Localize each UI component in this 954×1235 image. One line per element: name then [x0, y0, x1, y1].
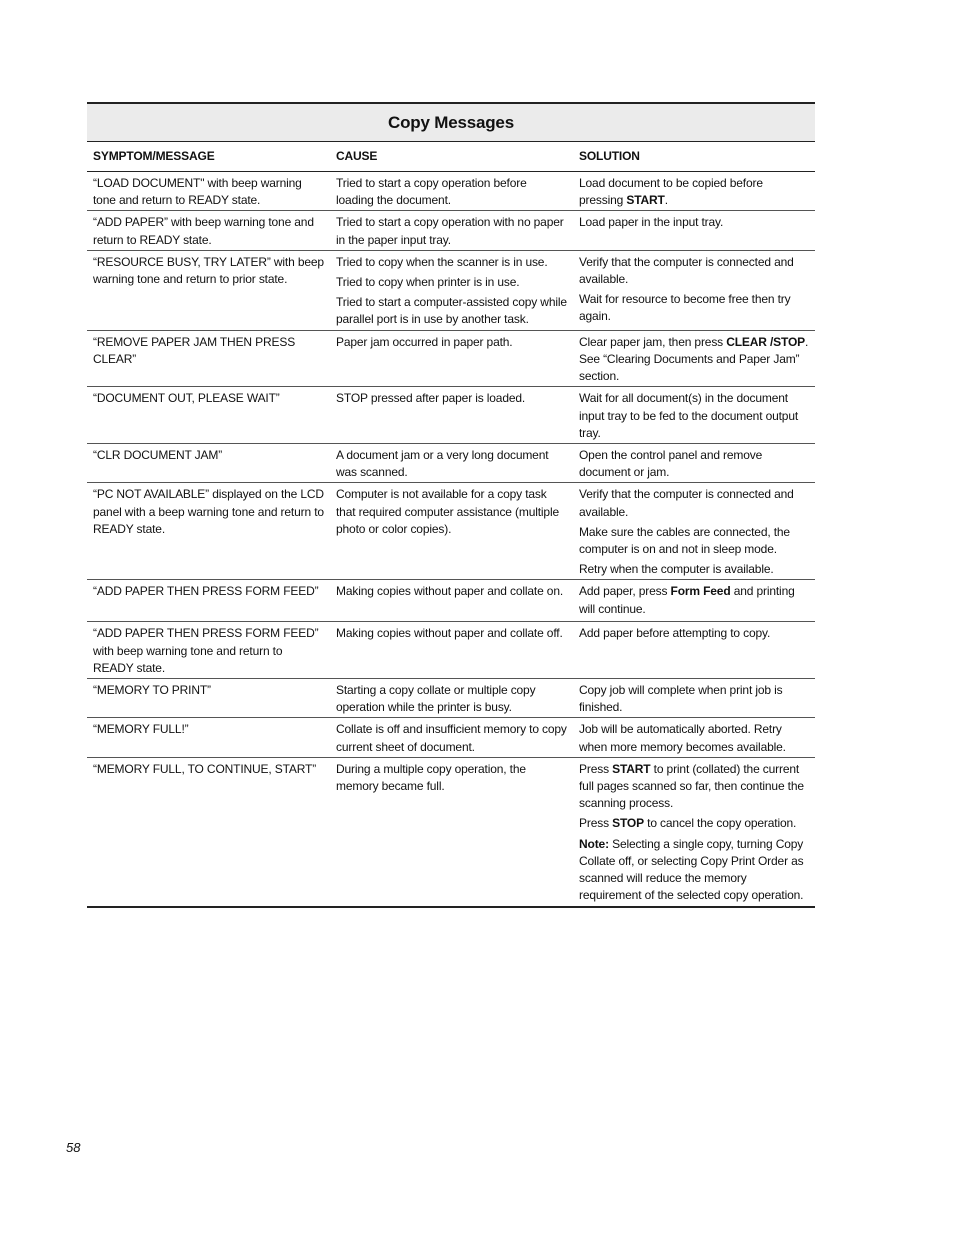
- cause-text: Starting a copy collate or multiple copy operation while the printer is busy.: [336, 683, 536, 715]
- symptom-text: “RESOURCE BUSY, TRY LATER” with beep warning tone and return to prior state.: [93, 254, 324, 287]
- solution-cell: [573, 679, 815, 717]
- solution-cell: [573, 580, 815, 621]
- header-cause: CAUSE: [336, 148, 378, 163]
- table-header-row: [87, 142, 815, 172]
- table-row: [87, 210, 815, 249]
- solution-span: Clear paper jam, then press: [579, 334, 727, 349]
- solution-cell: [573, 211, 815, 249]
- cause-text: Computer is not available for a copy task that required computer assistance (multiple photo or color copies).: [336, 487, 559, 536]
- solution-text: [579, 175, 809, 209]
- solution-cell: [573, 387, 815, 443]
- symptom-text: “MEMORY FULL, TO CONTINUE, START”: [93, 761, 317, 776]
- cause-cell: [330, 387, 573, 443]
- solution-span: Press: [579, 761, 613, 776]
- table-row: [87, 443, 815, 482]
- cause-text: Tried to start a copy operation with no paper in the paper input tray.: [336, 215, 564, 247]
- solution-emphasis: STOP: [612, 816, 644, 831]
- symptom-cell: [87, 483, 330, 579]
- solution-span: Wait for resource to become free then try again.: [579, 292, 791, 324]
- solution-text: [579, 625, 809, 642]
- copy-messages-table: [87, 102, 815, 908]
- solution-span: to cancel the copy operation.: [643, 816, 797, 831]
- solution-span: Verify that the computer is connected and available.: [579, 254, 794, 287]
- symptom-text: “CLR DOCUMENT JAM”: [93, 448, 223, 463]
- solution-span: Add paper before attempting to copy.: [579, 626, 771, 641]
- symptom-text: “DOCUMENT OUT, PLEASE WAIT”: [93, 391, 280, 406]
- symptom-text: “ADD PAPER THEN PRESS FORM FEED”: [93, 584, 319, 599]
- solution-cell: [573, 331, 815, 387]
- table-title: Copy Messages: [87, 104, 815, 142]
- solution-emphasis: START: [626, 193, 665, 208]
- solution-span: . See “Clearing Documents and Paper Jam” section.: [579, 334, 809, 384]
- solution-span: Verify that the computer is connected and available.: [579, 487, 794, 519]
- cause-text: Tried to start a computer-assisted copy while parallel port is in use by another task.: [336, 295, 567, 327]
- cause-cell: [330, 679, 573, 717]
- cause-cell: [330, 622, 573, 678]
- solution-cell: [573, 758, 815, 906]
- solution-text: [579, 486, 809, 520]
- cause-cell: [330, 251, 573, 330]
- cause-text: Tried to start a copy operation before loading the document.: [336, 176, 527, 208]
- solution-cell: [573, 483, 815, 579]
- table-row: [87, 757, 815, 906]
- solution-emphasis: Note:: [579, 836, 609, 851]
- solution-emphasis: START: [612, 761, 651, 776]
- cause-text: Making copies without paper and collate on.: [336, 584, 564, 599]
- cause-cell: [330, 483, 573, 579]
- solution-cell: [573, 718, 815, 756]
- symptom-cell: [87, 758, 330, 906]
- table-row: [87, 330, 815, 387]
- cause-text: A document jam or a very long document was scanned.: [336, 448, 549, 480]
- symptom-text: “LOAD DOCUMENT" with beep warning tone and return to READY state.: [93, 176, 302, 208]
- symptom-cell: [87, 444, 330, 482]
- solution-text: [579, 583, 809, 617]
- solution-span: Copy job will complete when print job is finished.: [579, 683, 783, 715]
- solution-text: [579, 682, 809, 716]
- table-row: [87, 386, 815, 443]
- cause-text: Making copies without paper and collate off.: [336, 626, 563, 641]
- solution-text: [579, 254, 809, 288]
- solution-cell: [573, 622, 815, 678]
- solution-span: Wait for all document(s) in the document input tray to be fed to the document output tray.: [579, 391, 799, 440]
- symptom-cell: [87, 679, 330, 717]
- solution-text: [579, 836, 809, 905]
- solution-span: and printing will continue.: [579, 584, 795, 616]
- cause-cell: [330, 172, 573, 210]
- cause-text: Tried to copy when printer is in use.: [336, 275, 520, 290]
- solution-span: .: [664, 193, 668, 208]
- symptom-text: “REMOVE PAPER JAM THEN PRESS CLEAR”: [93, 334, 296, 367]
- cause-cell: [330, 331, 573, 387]
- symptom-cell: [87, 718, 330, 756]
- solution-span: Press: [579, 816, 613, 831]
- solution-span: Job will be automatically aborted. Retry when more memory becomes available.: [579, 722, 786, 754]
- symptom-cell: [87, 580, 330, 621]
- symptom-cell: [87, 211, 330, 249]
- table-row: [87, 250, 815, 330]
- solution-text: [579, 390, 809, 442]
- cause-cell: [330, 580, 573, 621]
- solution-text: [579, 334, 809, 386]
- cause-text: During a multiple copy operation, the memory became full.: [336, 761, 526, 794]
- solution-span: Load paper in the input tray.: [579, 215, 724, 230]
- solution-text: [579, 291, 809, 325]
- solution-text: [579, 761, 809, 813]
- table-row: [87, 482, 815, 579]
- solution-cell: [573, 251, 815, 330]
- solution-span: Retry when the computer is available.: [579, 562, 774, 577]
- symptom-text: “PC NOT AVAILABLE” displayed on the LCD panel with a beep warning tone and return to READY state.: [93, 487, 324, 536]
- solution-emphasis: CLEAR /STOP: [726, 334, 806, 349]
- cause-cell: [330, 444, 573, 482]
- symptom-text: “ADD PAPER” with beep warning tone and return to READY state.: [93, 215, 314, 247]
- symptom-cell: [87, 331, 330, 387]
- symptom-text: “MEMORY FULL!”: [93, 722, 189, 737]
- solution-text: [579, 447, 809, 481]
- solution-span: Selecting a single copy, turning Copy Collate off, or selecting Copy Print Order as scanned will reduce the memory requirement of the selected copy operation.: [579, 836, 804, 903]
- symptom-text: “ADD PAPER THEN PRESS FORM FEED” with beep warning tone and return to READY state.: [93, 626, 319, 675]
- cause-cell: [330, 718, 573, 756]
- table-row: [87, 717, 815, 756]
- cause-cell: [330, 758, 573, 906]
- symptom-cell: [87, 251, 330, 330]
- symptom-cell: [87, 622, 330, 678]
- table-row: [87, 678, 815, 717]
- solution-span: Make sure the cables are connected, the computer is on and not in sleep mode.: [579, 524, 790, 557]
- header-symptom: SYMPTOM/MESSAGE: [93, 148, 215, 163]
- table-row: [87, 172, 815, 210]
- solution-cell: [573, 172, 815, 210]
- solution-cell: [573, 444, 815, 482]
- solution-span: to print (collated) the current full pages scanned so far, then continue the scanning process.: [579, 761, 804, 811]
- cause-text: Paper jam occurred in paper path.: [336, 334, 513, 349]
- solution-span: Load document to be copied before pressing: [579, 176, 763, 208]
- table-body: [87, 172, 815, 906]
- cause-cell: [330, 211, 573, 249]
- solution-text: [579, 721, 809, 755]
- solution-text: [579, 524, 809, 558]
- cause-text: Collate is off and insufficient memory to copy current sheet of document.: [336, 722, 567, 754]
- solution-text: [579, 561, 809, 578]
- solution-text: [579, 815, 809, 832]
- cause-text: STOP pressed after paper is loaded.: [336, 391, 526, 406]
- solution-span: Open the control panel and remove document or jam.: [579, 448, 763, 480]
- cause-text: Tried to copy when the scanner is in use.: [336, 254, 548, 269]
- page-number: 58: [66, 1140, 81, 1155]
- symptom-cell: [87, 387, 330, 443]
- solution-span: Add paper, press: [579, 584, 671, 599]
- table-row: [87, 621, 815, 678]
- symptom-cell: [87, 172, 330, 210]
- solution-text: [579, 214, 809, 231]
- table-row: [87, 579, 815, 621]
- symptom-text: “MEMORY TO PRINT”: [93, 683, 211, 698]
- solution-emphasis: Form Feed: [670, 584, 731, 599]
- header-solution: SOLUTION: [579, 148, 640, 163]
